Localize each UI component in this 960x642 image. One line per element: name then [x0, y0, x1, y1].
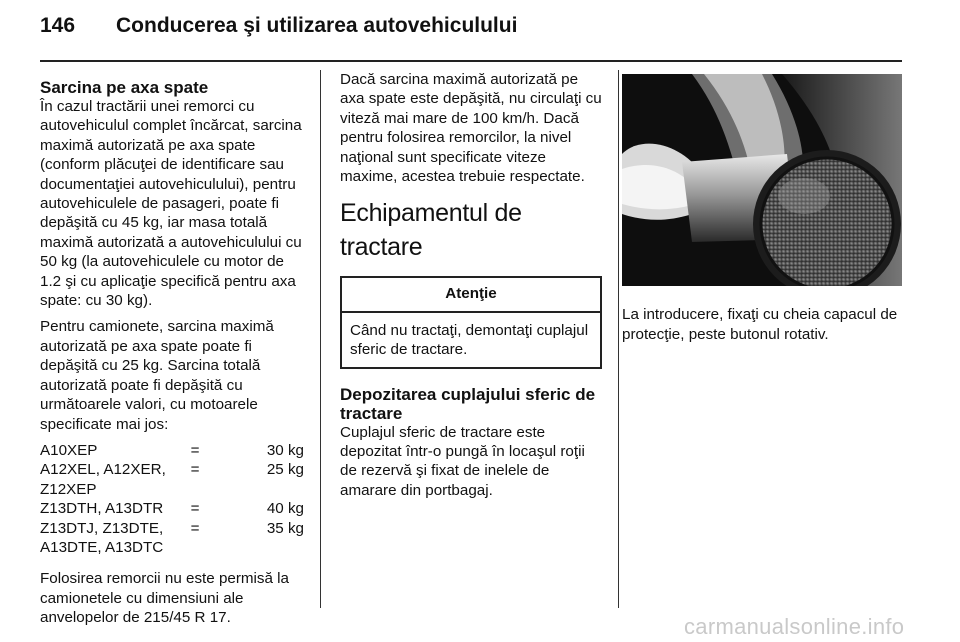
load-value: 30 kg: [266, 441, 304, 459]
table-row: [40, 460, 304, 499]
engine-load-table: [40, 441, 304, 557]
storage-paragraph: Cuplajul sferic de tractare este depozitat într-o pungă în locaşul roţii de rezervă şi fixat de inelele de amarare din portbagaj.: [340, 423, 585, 499]
table-row: [40, 499, 304, 518]
storage-heading: Depozitarea cuplajului sferic de tractare: [340, 384, 596, 423]
engine-models: A10XEP: [40, 441, 98, 459]
table-row: [40, 441, 304, 460]
column-divider: [320, 70, 321, 608]
page-title: Conducerea şi utilizarea autovehiculului: [116, 14, 518, 37]
towing-equipment-heading: Echipamentul de tractare: [340, 199, 522, 262]
engine-models: Z13DTJ, Z13DTE, A13DTE, A13DTC: [40, 519, 164, 556]
warning-text: Când nu tractaţi, demontaţi cuplajul sferic de tractare.: [350, 321, 589, 359]
speed-limit-paragraph: Dacă sarcina maximă autorizată pe axa spate este depăşită, nu circulaţi cu viteză mai mare de 100 km/h. Dacă pentru folosirea remorcilor, la nivel naţional sunt specificate viteze maxime, acestea trebuie respectate.: [340, 71, 602, 186]
illustration-caption: La introducere, fixaţi cu cheia capacul de protecţie, peste butonul rotativ.: [622, 306, 898, 343]
engine-models: Z13DTH, A13DTR: [40, 500, 164, 518]
equals-sign: =: [190, 441, 200, 459]
column-right: [622, 70, 904, 351]
header-rule: [40, 60, 902, 62]
page-number: 146: [40, 14, 76, 37]
load-value: 25 kg: [266, 461, 304, 479]
tow-ball-cap-illustration: [622, 74, 902, 286]
rear-axle-paragraph-1: În cazul tractării unei remorci cu autovehiculul complet încărcat, sarcina maximă autorizată pe axa spate (conform plăcuţei de identificare sau documentaţiei autovehiculului), pentru autovehiculele de pasageri, poate fi depăşită cu 45 kg, iar masa totală maximă autorizată a autovehiculului cu 50 kg (la autovehiculele cu motor de 1.2 şi cu aplicaţie specifică pentru axa spate: cu 30 kg).: [40, 98, 302, 310]
equals-sign: =: [190, 500, 200, 518]
rear-axle-paragraph-2: Pentru camionete, sarcina maximă autorizată pe axa spate poate fi depăşită cu 25 kg. Sarcina totală autorizată poate fi depăşită cu următoarele valori, cu motoarele specificate mai jos:: [40, 318, 274, 433]
column-middle: [340, 70, 602, 507]
rear-axle-heading: Sarcina pe axa spate: [40, 78, 209, 97]
rear-axle-paragraph-3: Folosirea remorcii nu este permisă la camionetele cu dimensiuni ale anvelopelor de 215/45 R 17.: [40, 570, 289, 627]
table-row: [40, 519, 304, 558]
column-left: [40, 70, 308, 635]
equals-sign: =: [190, 519, 200, 537]
load-value: 40 kg: [266, 500, 304, 518]
engine-models: A12XEL, A12XER, Z12XEP: [40, 461, 166, 498]
page-header: [40, 14, 517, 38]
load-value: 35 kg: [266, 519, 304, 537]
column-divider: [618, 70, 619, 608]
equals-sign: =: [190, 461, 200, 479]
watermark: carmanualsonline.info: [684, 614, 905, 639]
warning-title: Atenţie: [342, 278, 600, 312]
warning-box: [340, 276, 602, 368]
